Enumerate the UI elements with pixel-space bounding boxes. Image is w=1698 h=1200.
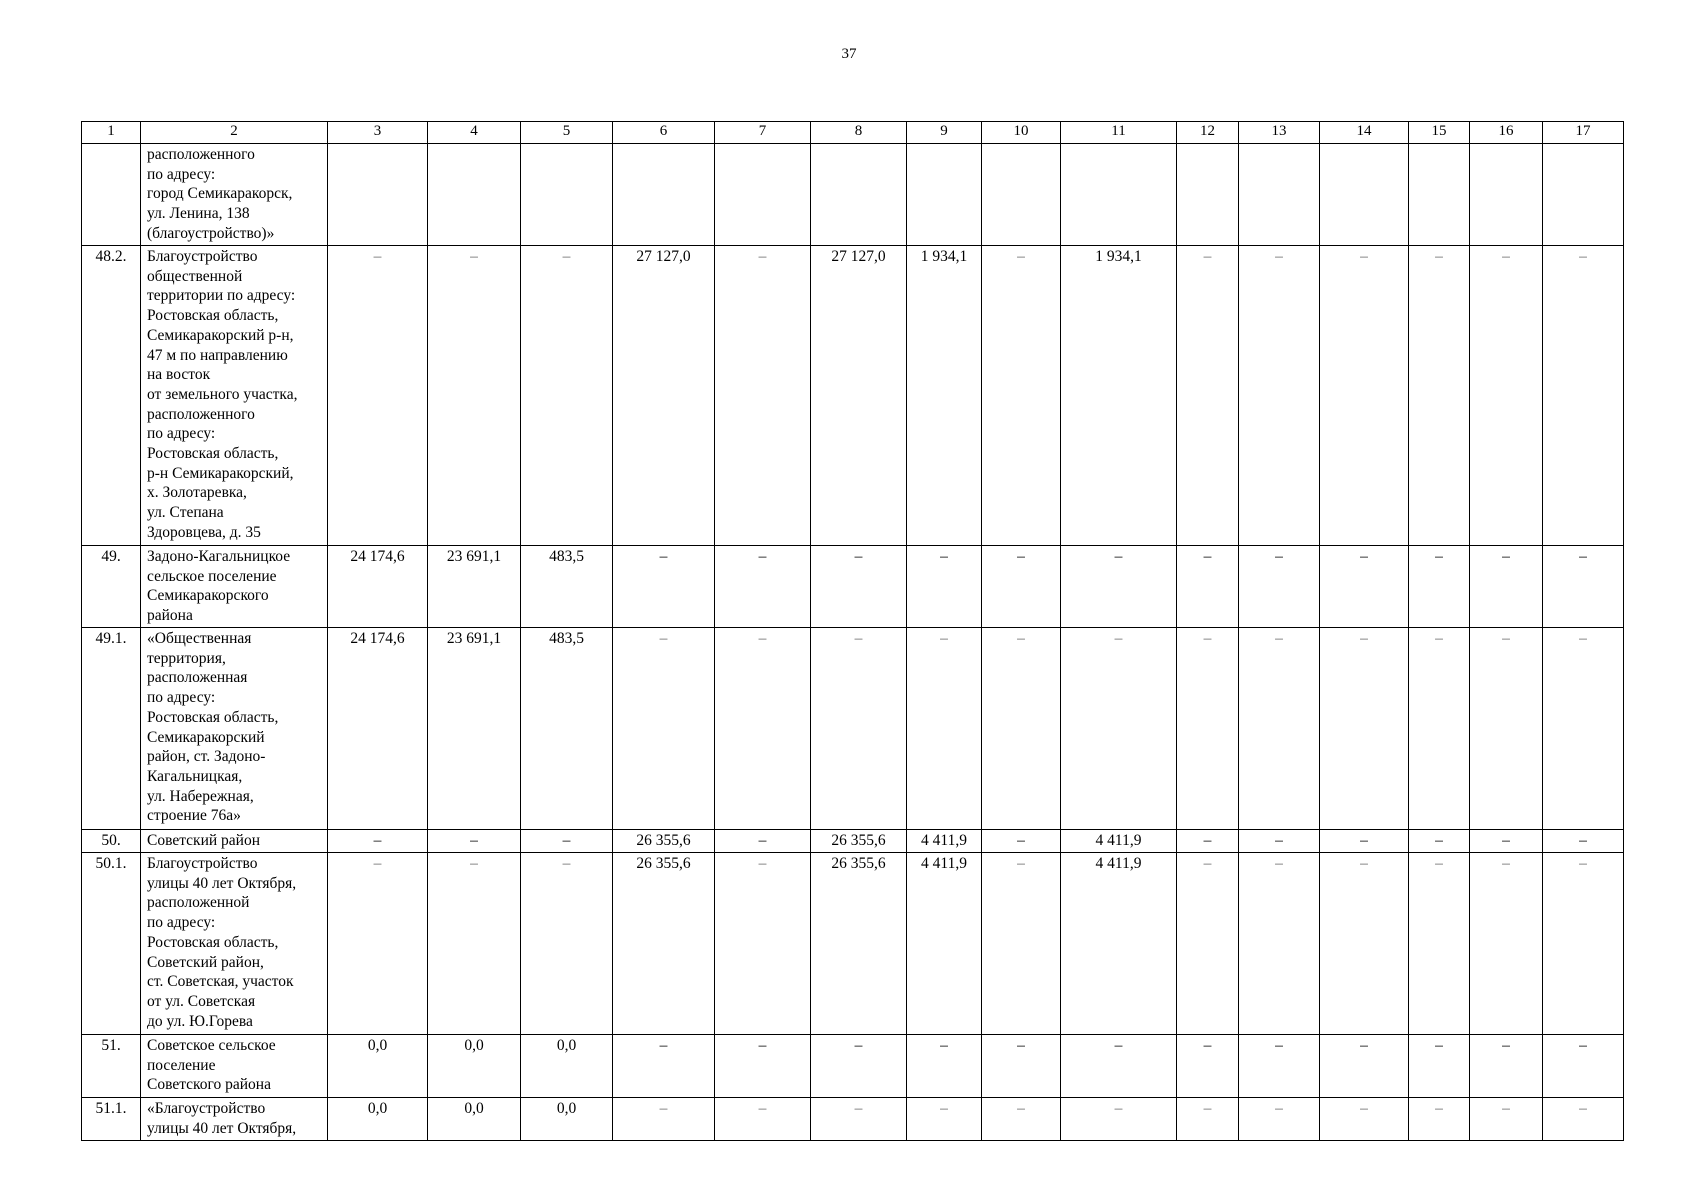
table-cell — [428, 144, 521, 246]
table-cell: 0,0 — [328, 1035, 428, 1098]
table-row — [82, 1098, 1624, 1141]
column-number-13: 13 — [1239, 122, 1320, 144]
table-cell: – — [1239, 546, 1320, 628]
table-cell: – — [613, 1035, 715, 1098]
table-cell: – — [1470, 546, 1543, 628]
table-cell: – — [1543, 853, 1624, 1035]
table-cell: – — [1409, 853, 1470, 1035]
table-cell: – — [715, 1035, 811, 1098]
table-cell: – — [1177, 830, 1239, 853]
table-cell — [521, 144, 613, 246]
column-number-16: 16 — [1470, 122, 1543, 144]
column-number-2: 2 — [141, 122, 328, 144]
table-cell: – — [811, 546, 907, 628]
table-cell: 24 174,6 — [328, 628, 428, 830]
table-cell: – — [1470, 246, 1543, 546]
table-cell: – — [1177, 628, 1239, 830]
table-cell: – — [1320, 628, 1409, 830]
table-cell: – — [613, 628, 715, 830]
table-cell: – — [715, 830, 811, 853]
table-cell: – — [1470, 1098, 1543, 1141]
table-cell: – — [1409, 246, 1470, 546]
table-row — [82, 246, 1624, 546]
table-cell: – — [715, 628, 811, 830]
table-cell: 23 691,1 — [428, 628, 521, 830]
table-cell: – — [811, 1098, 907, 1141]
table-row — [82, 830, 1624, 853]
table-cell: – — [1177, 1098, 1239, 1141]
table-cell: 1 934,1 — [1061, 246, 1177, 546]
row-name: «Общественная территория, расположенная по адресу: Ростовская область, Семикаракорский район, ст. Задоно- Кагальницкая, ул. Набережная, строение 76а» — [141, 628, 328, 830]
column-number-10: 10 — [982, 122, 1061, 144]
table-cell: 483,5 — [521, 628, 613, 830]
table-cell: 26 355,6 — [811, 853, 907, 1035]
table-cell: – — [1061, 546, 1177, 628]
column-number-9: 9 — [907, 122, 982, 144]
column-number-8: 8 — [811, 122, 907, 144]
table-cell: 0,0 — [328, 1098, 428, 1141]
table-cell: 26 355,6 — [613, 830, 715, 853]
row-number: 50. — [82, 830, 141, 853]
table-cell: 4 411,9 — [1061, 830, 1177, 853]
row-name: Советский район — [141, 830, 328, 853]
table-cell — [328, 144, 428, 246]
row-number: 49. — [82, 546, 141, 628]
table-cell: – — [715, 546, 811, 628]
table-cell: 23 691,1 — [428, 546, 521, 628]
table-cell: – — [1320, 1035, 1409, 1098]
table-cell: – — [1239, 246, 1320, 546]
table-cell: – — [982, 1035, 1061, 1098]
table-cell — [811, 144, 907, 246]
table-cell: – — [521, 853, 613, 1035]
table-cell: – — [1543, 628, 1624, 830]
table-cell: – — [907, 628, 982, 830]
table-cell — [982, 144, 1061, 246]
table-row — [82, 628, 1624, 830]
table-cell: – — [1320, 246, 1409, 546]
table-cell — [1239, 144, 1320, 246]
table-cell: – — [982, 628, 1061, 830]
table-cell: – — [1177, 853, 1239, 1035]
table-cell: – — [428, 853, 521, 1035]
table-cell: – — [982, 853, 1061, 1035]
table-cell — [907, 144, 982, 246]
table-cell: 4 411,9 — [907, 830, 982, 853]
page-number: 37 — [841, 46, 857, 62]
table-cell: – — [1543, 246, 1624, 546]
table-cell: – — [1409, 628, 1470, 830]
table-cell: – — [1239, 853, 1320, 1035]
table-cell: – — [428, 830, 521, 853]
table-cell: – — [1543, 546, 1624, 628]
table-cell: 0,0 — [428, 1098, 521, 1141]
column-number-4: 4 — [428, 122, 521, 144]
table-cell: – — [613, 1098, 715, 1141]
row-name: Советское сельское поселение Советского района — [141, 1035, 328, 1098]
row-name: Задоно-Кагальницкое сельское поселение Семикаракорского района — [141, 546, 328, 628]
table-cell: – — [982, 546, 1061, 628]
table-cell: – — [1409, 1035, 1470, 1098]
column-number-3: 3 — [328, 122, 428, 144]
table-cell: – — [715, 246, 811, 546]
row-number: 51. — [82, 1035, 141, 1098]
table-cell: – — [1177, 546, 1239, 628]
table-cell — [1320, 144, 1409, 246]
table-cell: – — [328, 830, 428, 853]
table-cell: – — [521, 830, 613, 853]
table-cell: – — [907, 546, 982, 628]
table-cell: 27 127,0 — [613, 246, 715, 546]
table-cell: – — [1320, 1098, 1409, 1141]
column-number-6: 6 — [613, 122, 715, 144]
table-cell — [1543, 144, 1624, 246]
table-cell: 26 355,6 — [613, 853, 715, 1035]
table-cell: – — [1320, 830, 1409, 853]
table-cell: – — [1470, 1035, 1543, 1098]
column-number-1: 1 — [82, 122, 141, 144]
table-cell: – — [1177, 1035, 1239, 1098]
table-cell: – — [715, 1098, 811, 1141]
table-cell: – — [1061, 628, 1177, 830]
table-cell: – — [982, 1098, 1061, 1141]
table-cell: – — [521, 246, 613, 546]
table-cell: 0,0 — [428, 1035, 521, 1098]
column-number-7: 7 — [715, 122, 811, 144]
table-cell: – — [1177, 246, 1239, 546]
row-name: Благоустройство общественной территории по адресу: Ростовская область, Семикаракорский р-н, 47 м по направлению на восток от земельного участка, расположенного по адресу: Ростовская область, р-н Семикаракорский, х. Золотаревка, ул. Степана Здоровцева, д. 35 — [141, 246, 328, 546]
table-row — [82, 546, 1624, 628]
table-cell: – — [1409, 830, 1470, 853]
table-cell: 24 174,6 — [328, 546, 428, 628]
table-cell: – — [907, 1035, 982, 1098]
table-cell: – — [1543, 1035, 1624, 1098]
table-cell — [613, 144, 715, 246]
table-cell: – — [982, 246, 1061, 546]
table-row — [82, 144, 1624, 246]
column-number-14: 14 — [1320, 122, 1409, 144]
table-cell — [1470, 144, 1543, 246]
table-cell: 483,5 — [521, 546, 613, 628]
table-cell: – — [1239, 1098, 1320, 1141]
table-cell: – — [1543, 1098, 1624, 1141]
table-cell: 0,0 — [521, 1035, 613, 1098]
row-name: расположенного по адресу: город Семикаракорск, ул. Ленина, 138 (благоустройство)» — [141, 144, 328, 246]
row-number: 48.2. — [82, 246, 141, 546]
table-row — [82, 853, 1624, 1035]
table-cell: 4 411,9 — [907, 853, 982, 1035]
column-number-row — [82, 122, 1624, 144]
table-cell: – — [1320, 546, 1409, 628]
table-cell: – — [613, 546, 715, 628]
table-cell: – — [1061, 1035, 1177, 1098]
table-cell: – — [982, 830, 1061, 853]
column-number-15: 15 — [1409, 122, 1470, 144]
table-cell: – — [1061, 1098, 1177, 1141]
row-number: 49.1. — [82, 628, 141, 830]
table-cell: – — [1470, 830, 1543, 853]
table-row — [82, 1035, 1624, 1098]
table-cell: – — [1543, 830, 1624, 853]
table-cell — [1177, 144, 1239, 246]
table-cell: – — [907, 1098, 982, 1141]
table-cell: – — [811, 628, 907, 830]
table-cell: – — [1239, 830, 1320, 853]
table-cell: 27 127,0 — [811, 246, 907, 546]
row-number: 51.1. — [82, 1098, 141, 1141]
table-cell — [1409, 144, 1470, 246]
table-cell: 0,0 — [521, 1098, 613, 1141]
row-name: «Благоустройство улицы 40 лет Октября, — [141, 1098, 328, 1141]
table-cell: – — [1239, 1035, 1320, 1098]
table-cell: – — [1239, 628, 1320, 830]
column-number-5: 5 — [521, 122, 613, 144]
table-cell: 4 411,9 — [1061, 853, 1177, 1035]
table-cell: 1 934,1 — [907, 246, 982, 546]
table-cell: – — [1470, 628, 1543, 830]
row-number — [82, 144, 141, 246]
table-cell: 26 355,6 — [811, 830, 907, 853]
column-number-11: 11 — [1061, 122, 1177, 144]
row-name: Благоустройство улицы 40 лет Октября, расположенной по адресу: Ростовская область, Советский район, ст. Советская, участок от ул. Советская до ул. Ю.Горева — [141, 853, 328, 1035]
table-cell: – — [1320, 853, 1409, 1035]
table-cell: – — [715, 853, 811, 1035]
column-number-12: 12 — [1177, 122, 1239, 144]
table-cell: – — [328, 246, 428, 546]
table-cell: – — [328, 853, 428, 1035]
table-cell: – — [428, 246, 521, 546]
table-cell — [1061, 144, 1177, 246]
table-cell: – — [811, 1035, 907, 1098]
row-number: 50.1. — [82, 853, 141, 1035]
table-cell: – — [1470, 853, 1543, 1035]
column-number-17: 17 — [1543, 122, 1624, 144]
table-cell — [715, 144, 811, 246]
table-cell: – — [1409, 1098, 1470, 1141]
table-cell: – — [1409, 546, 1470, 628]
budget-table — [81, 121, 1624, 1141]
